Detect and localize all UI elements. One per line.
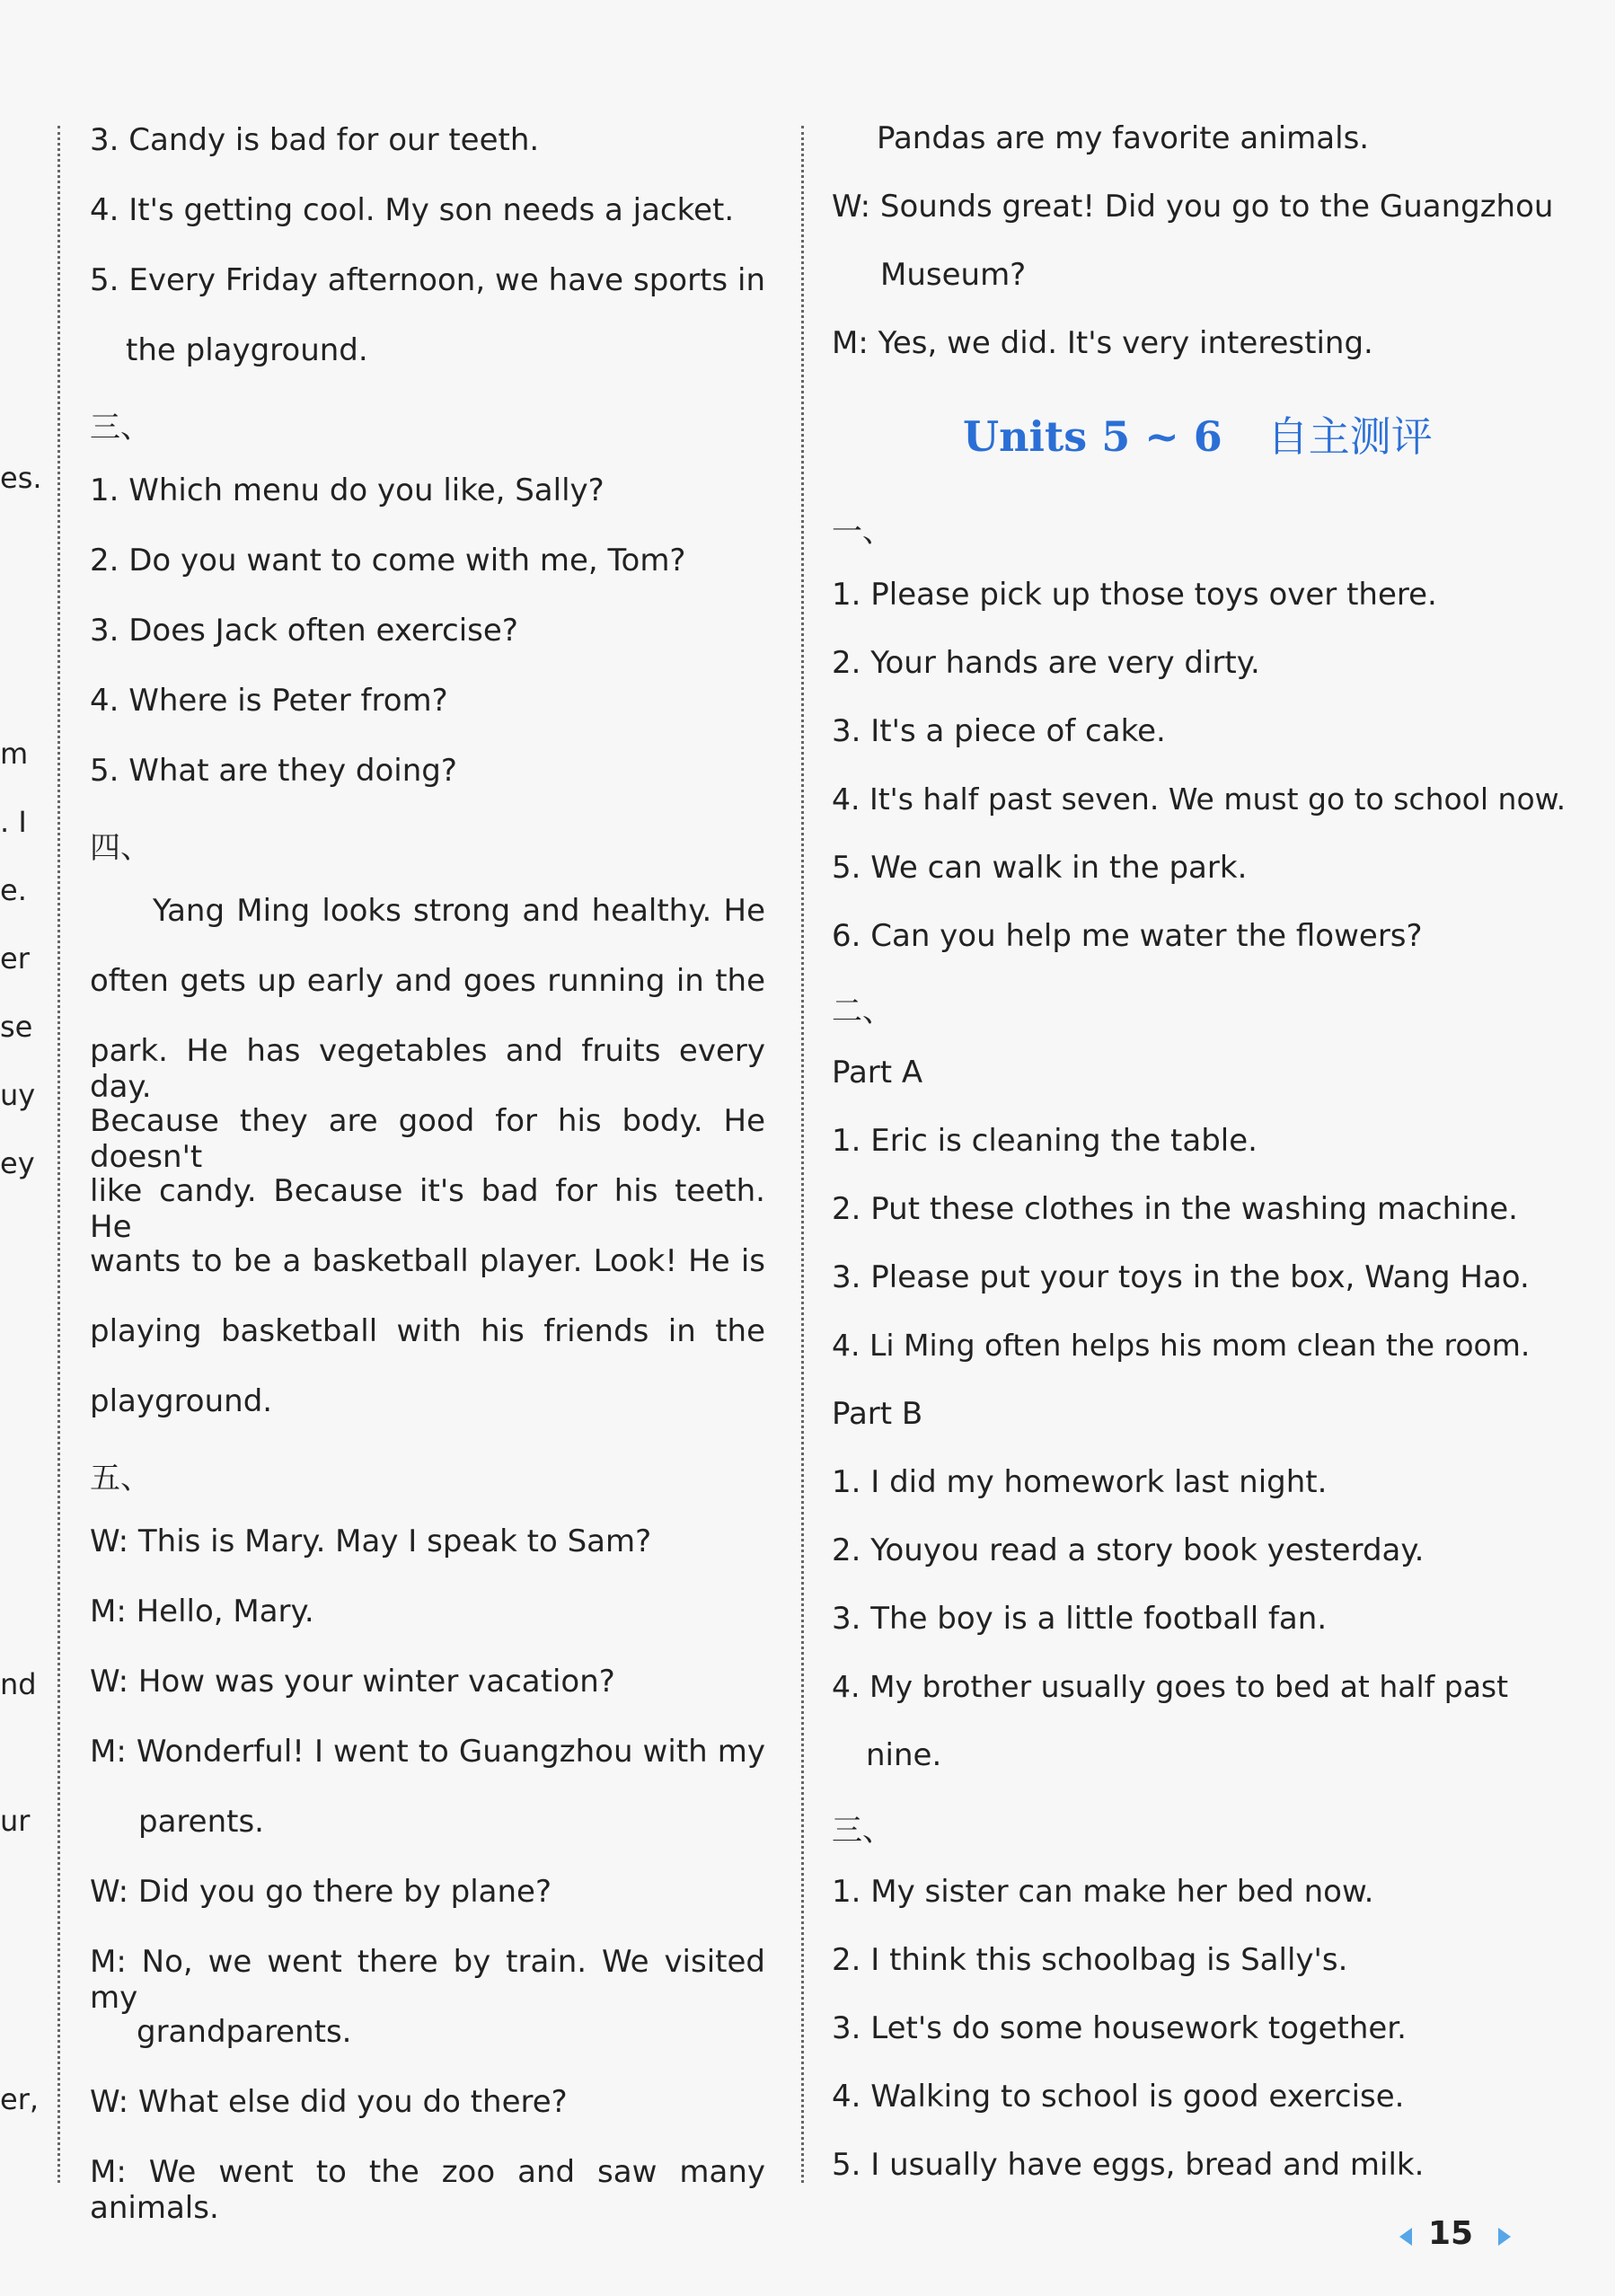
answer-line: 2. Put these clothes in the washing machine. bbox=[832, 1191, 1518, 1227]
answer-line: 2. Youyou read a story book yesterday. bbox=[832, 1532, 1425, 1568]
part-label: Part A bbox=[832, 1055, 923, 1091]
dialogue-line: W: This is Mary. May I speak to Sam? bbox=[90, 1523, 652, 1559]
edge-fragment: ey bbox=[0, 1146, 35, 1180]
section-label: 三、 bbox=[90, 410, 151, 446]
answer-line: 4. Li Ming often helps his mom clean the room. bbox=[832, 1328, 1531, 1363]
answer-line: 4. It's half past seven. We must go to school now. bbox=[832, 782, 1566, 817]
section-heading bbox=[963, 404, 1433, 464]
dialogue-line: parents. bbox=[138, 1804, 264, 1840]
passage-line: playing basketball with his friends in the bbox=[90, 1313, 765, 1349]
edge-fragment: m bbox=[0, 737, 29, 771]
passage-line: wants to be a basketball player. Look! He is bbox=[90, 1243, 765, 1279]
part-label: Part B bbox=[832, 1396, 923, 1432]
center-column-divider bbox=[801, 126, 804, 2183]
dialogue-line: Museum? bbox=[880, 257, 1027, 293]
answer-line: 5. Every Friday afternoon, we have sports in bbox=[90, 262, 765, 298]
edge-fragment: nd bbox=[0, 1667, 37, 1701]
answer-line: 3. Candy is bad for our teeth. bbox=[90, 122, 540, 158]
next-page-arrow-icon[interactable] bbox=[1498, 2228, 1511, 2246]
answer-line: 1. I did my homework last night. bbox=[832, 1464, 1328, 1500]
dialogue-line: grandparents. bbox=[137, 2014, 352, 2050]
edge-fragment: es. bbox=[0, 461, 42, 495]
answer-line: 2. Your hands are very dirty. bbox=[832, 645, 1260, 681]
answer-line: 4. My brother usually goes to bed at half past bbox=[832, 1669, 1509, 1704]
answer-line: 1. My sister can make her bed now. bbox=[832, 1874, 1374, 1910]
dialogue-line: M: Hello, Mary. bbox=[90, 1594, 314, 1629]
passage-line: Yang Ming looks strong and healthy. He bbox=[153, 893, 765, 929]
section-label: 一、 bbox=[832, 514, 893, 550]
answer-line: 3. It's a piece of cake. bbox=[832, 713, 1166, 749]
dialogue-line: W: How was your winter vacation? bbox=[90, 1664, 615, 1700]
dialogue-line: Pandas are my favorite animals. bbox=[877, 120, 1370, 156]
dialogue-line: M: No, we went there by train. We visited my bbox=[90, 1944, 765, 2016]
heading-units: Units 5 ~ 6 bbox=[963, 412, 1222, 461]
answer-line: 6. Can you help me water the flowers? bbox=[832, 918, 1423, 954]
dialogue-line: W: Sounds great! Did you go to the Guangzhou bbox=[832, 189, 1554, 225]
answer-line: the playground. bbox=[126, 332, 368, 368]
left-column-divider bbox=[57, 126, 60, 2183]
answer-line: 1. Eric is cleaning the table. bbox=[832, 1123, 1258, 1159]
answer-line: 3. Let's do some housework together. bbox=[832, 2010, 1407, 2046]
section-label: 二、 bbox=[832, 993, 893, 1029]
answer-line: 4. Walking to school is good exercise. bbox=[832, 2079, 1405, 2115]
passage-line: like candy. Because it's bad for his teeth. He bbox=[90, 1173, 765, 1245]
passage-line: often gets up early and goes running in the bbox=[90, 963, 765, 999]
edge-fragment: e. bbox=[0, 873, 27, 907]
answer-line: nine. bbox=[866, 1737, 942, 1773]
edge-fragment: er, bbox=[0, 2082, 40, 2116]
passage-line: Because they are good for his body. He doesn't bbox=[90, 1103, 765, 1175]
answer-line: 2. I think this schoolbag is Sally's. bbox=[832, 1942, 1348, 1978]
section-label: 五、 bbox=[90, 1461, 151, 1497]
answer-line: 5. We can walk in the park. bbox=[832, 850, 1248, 886]
edge-fragment: . I bbox=[0, 805, 27, 839]
answer-line: 3. Does Jack often exercise? bbox=[90, 613, 518, 649]
prev-page-arrow-icon[interactable] bbox=[1399, 2228, 1412, 2246]
passage-line: park. He has vegetables and fruits every day. bbox=[90, 1033, 765, 1105]
answer-line: 1. Please pick up those toys over there. bbox=[832, 577, 1437, 613]
dialogue-line: M: We went to the zoo and saw many animals. bbox=[90, 2154, 765, 2226]
section-label: 三、 bbox=[832, 1813, 893, 1849]
dialogue-line: M: Yes, we did. It's very interesting. bbox=[832, 325, 1373, 361]
answer-line: 4. Where is Peter from? bbox=[90, 683, 448, 719]
answer-line: 4. It's getting cool. My son needs a jacket. bbox=[90, 192, 735, 228]
edge-fragment: er bbox=[0, 941, 30, 976]
dialogue-line: W: Did you go there by plane? bbox=[90, 1874, 552, 1910]
dialogue-line: M: Wonderful! I went to Guangzhou with my bbox=[90, 1734, 765, 1770]
dialogue-line: W: What else did you do there? bbox=[90, 2084, 568, 2120]
edge-fragment: ur bbox=[0, 1804, 31, 1838]
answer-line: 3. Please put your toys in the box, Wang Hao. bbox=[832, 1259, 1530, 1295]
answer-line: 2. Do you want to come with me, Tom? bbox=[90, 543, 686, 578]
answer-line: 5. What are they doing? bbox=[90, 753, 457, 789]
answer-line: 1. Which menu do you like, Sally? bbox=[90, 472, 605, 508]
answer-line: 3. The boy is a little football fan. bbox=[832, 1601, 1328, 1637]
heading-chinese: 自主测评 bbox=[1266, 412, 1433, 461]
passage-line: playground. bbox=[90, 1383, 273, 1419]
edge-fragment: se bbox=[0, 1010, 33, 1044]
page-number: 15 bbox=[1428, 2215, 1474, 2252]
answer-line: 5. I usually have eggs, bread and milk. bbox=[832, 2147, 1425, 2183]
edge-fragment: uy bbox=[0, 1078, 36, 1112]
section-label: 四、 bbox=[90, 830, 151, 866]
